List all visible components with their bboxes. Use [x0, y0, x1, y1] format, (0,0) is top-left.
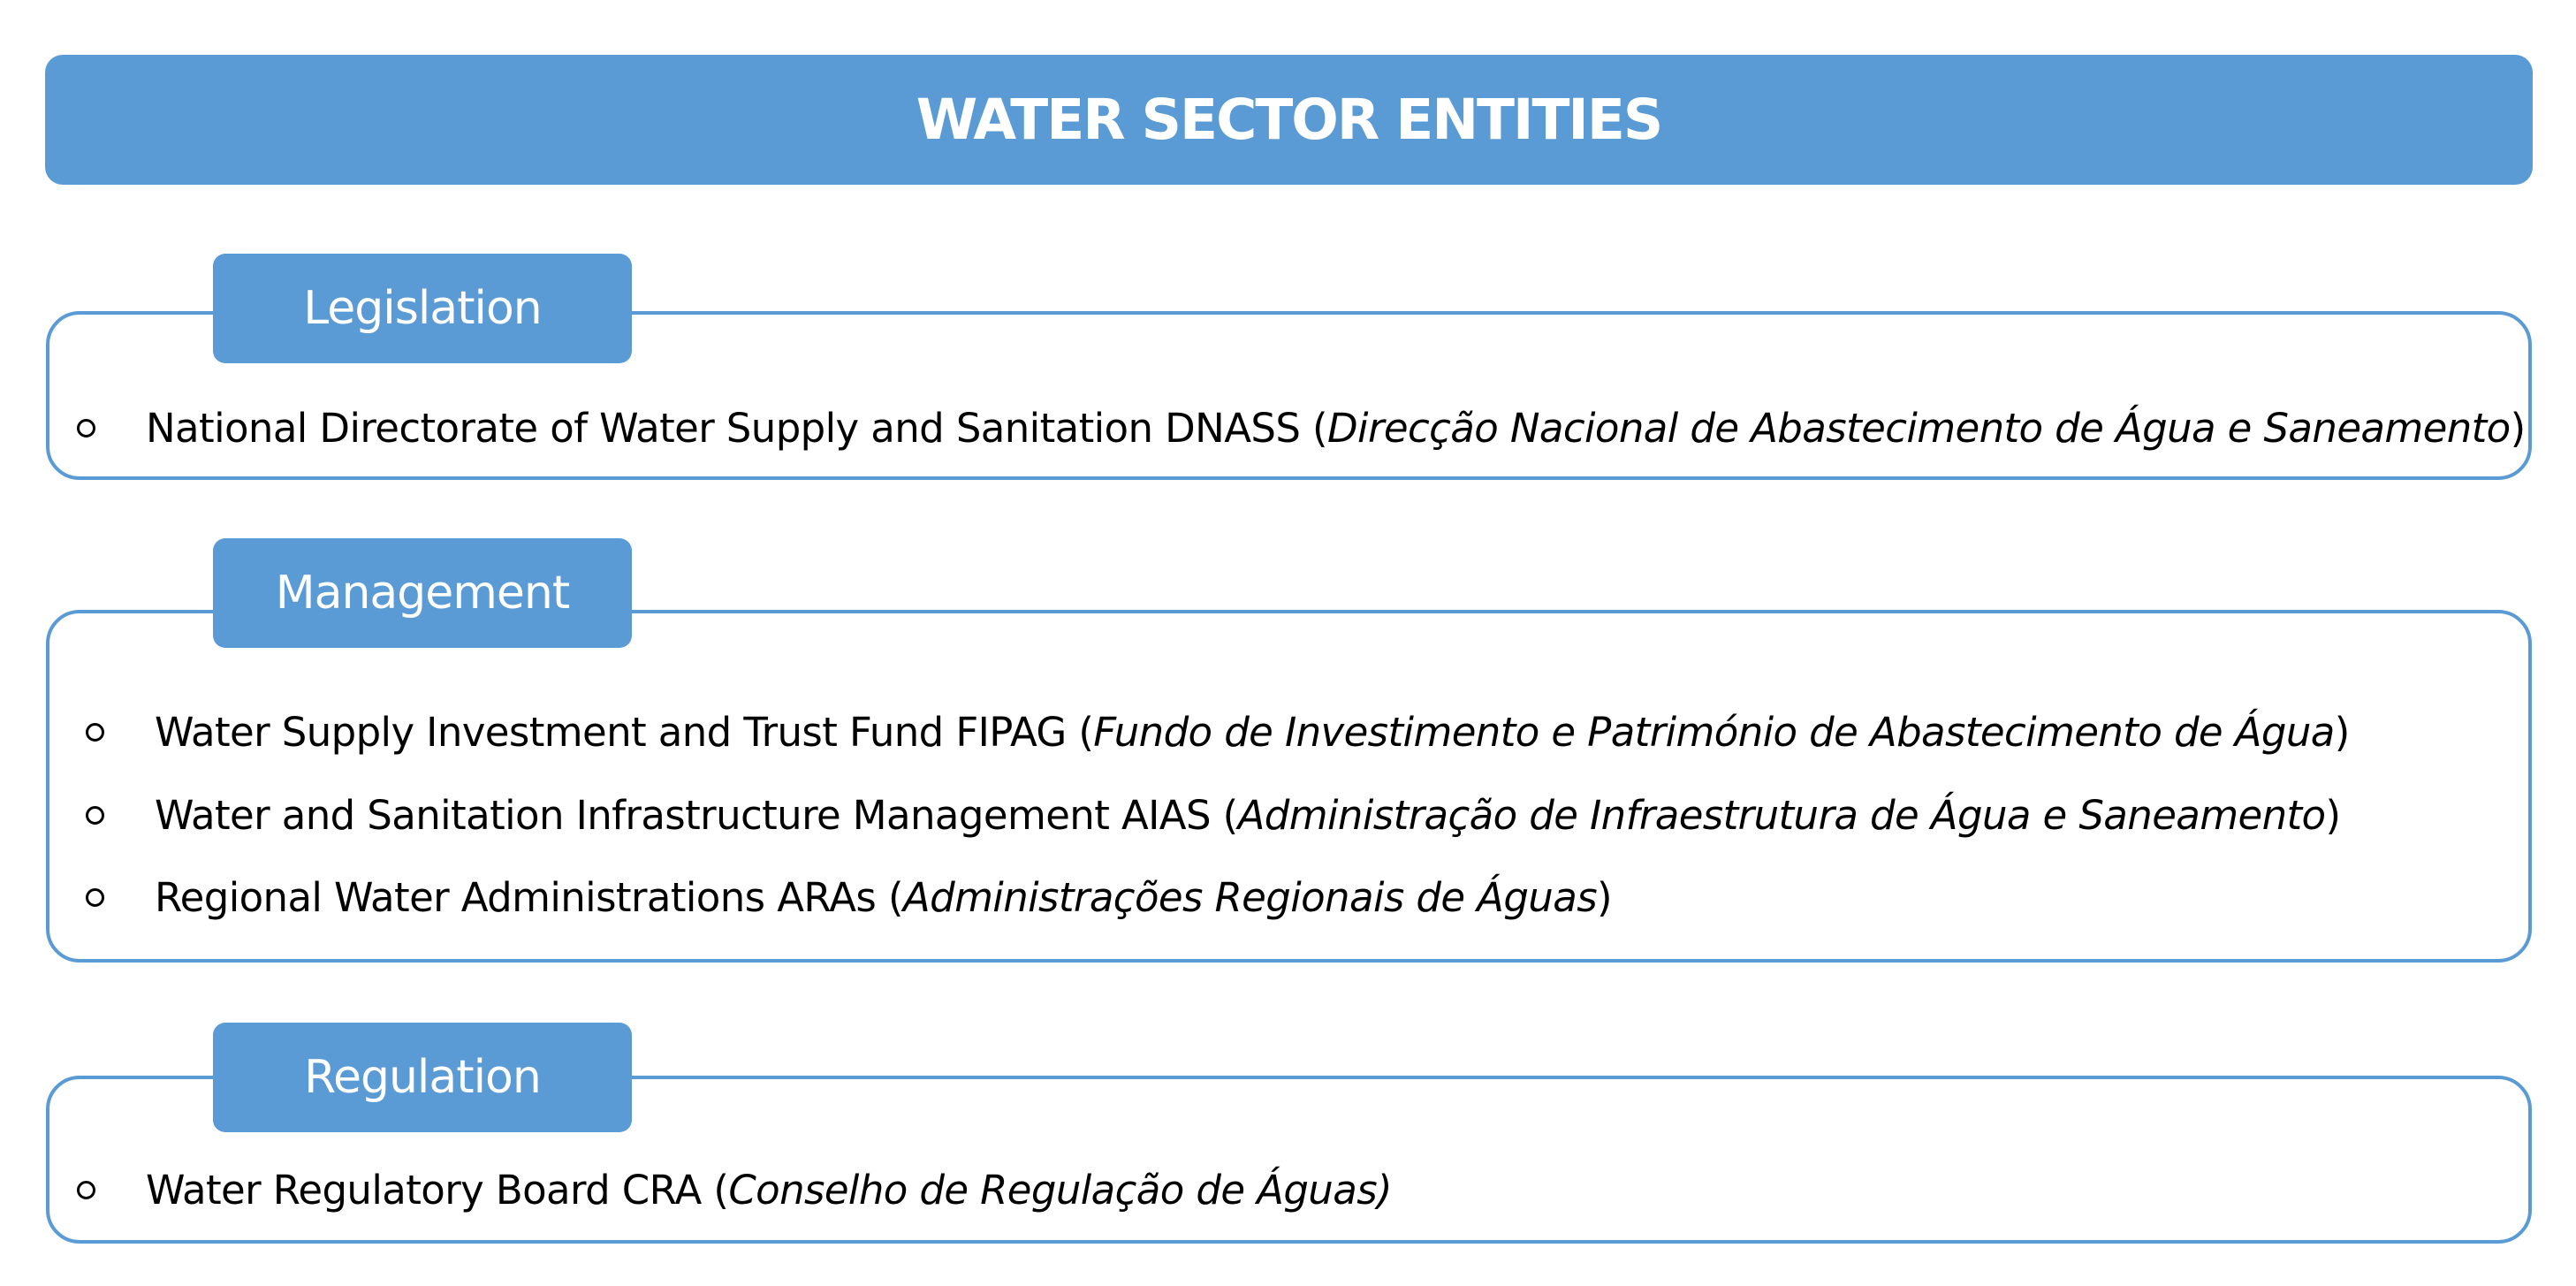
section-tab-regulation — [213, 1023, 632, 1132]
entity-name: Regional Water Administrations ARAs ( — [155, 873, 903, 921]
entity-close: ) — [2510, 404, 2526, 452]
section-label-legislation: Legislation — [303, 282, 542, 335]
bullet-icon — [86, 723, 104, 742]
page-title: WATER SECTOR ENTITIES — [916, 88, 1662, 152]
list-item-aias — [86, 793, 2340, 837]
bullet-icon — [77, 419, 95, 438]
entity-local-name: Conselho de Regulação de Águas) — [728, 1166, 1392, 1214]
entity-name: National Directorate of Water Supply and Sanitation DNASS ( — [146, 404, 1327, 452]
section-tab-management — [213, 538, 632, 648]
title-banner — [45, 55, 2533, 185]
entity-name: Water Supply Investment and Trust Fund FIPAG ( — [155, 708, 1094, 756]
entity-local-name: Administração de Infraestrutura de Água e Saneamento — [1237, 791, 2326, 839]
section-label-regulation: Regulation — [304, 1051, 541, 1104]
bullet-icon — [86, 806, 104, 825]
entity-local-name: Direcção Nacional de Abastecimento de Água e Saneamento — [1327, 404, 2511, 452]
bullet-icon — [77, 1181, 95, 1199]
entity-close: ) — [2334, 708, 2350, 756]
entity-local-name: Fundo de Investimento e Património de Abastecimento de Água — [1093, 708, 2335, 756]
entity-name: Water Regulatory Board CRA ( — [146, 1166, 729, 1214]
entity-local-name: Administrações Regionais de Águas — [902, 873, 1598, 921]
list-item-cra — [77, 1168, 1392, 1212]
list-item-aras — [86, 875, 1612, 919]
section-label-management: Management — [275, 567, 570, 620]
bullet-icon — [86, 888, 104, 907]
entity-close: ) — [1597, 873, 1613, 921]
list-item-dnass — [77, 406, 2526, 450]
entity-name: Water and Sanitation Infrastructure Management AIAS ( — [155, 791, 1238, 839]
section-tab-legislation — [213, 254, 632, 363]
entity-close: ) — [2325, 791, 2341, 839]
list-item-fipag — [86, 710, 2350, 754]
